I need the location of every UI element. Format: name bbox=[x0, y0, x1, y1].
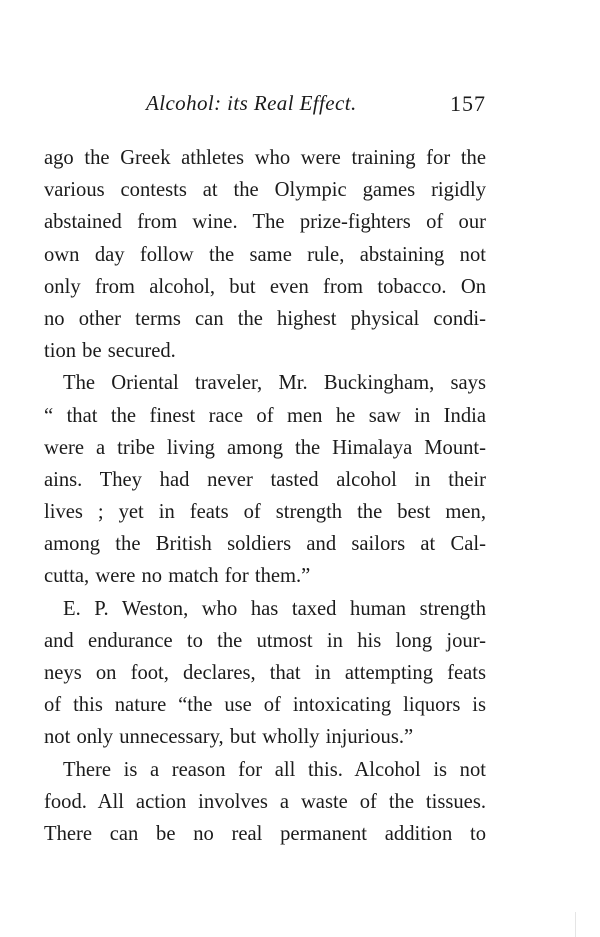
text-line: tion be secured. bbox=[44, 340, 176, 363]
text-line: “ that the finest race of men he saw in India bbox=[44, 404, 486, 427]
text-line: own day follow the same rule, abstaining not bbox=[44, 243, 486, 266]
text-line: only from alcohol, but even from tobacco. On bbox=[44, 275, 486, 298]
page-edge-mark bbox=[575, 912, 576, 937]
text-line: among the British soldiers and sailors at Cal- bbox=[44, 533, 486, 556]
paragraph bbox=[44, 754, 486, 851]
text-line: ago the Greek athletes who were training for the bbox=[44, 147, 486, 169]
text-line: There is a reason for all this. Alcohol is not bbox=[63, 758, 486, 781]
text-line: not only unnecessary, but wholly injurious.” bbox=[44, 726, 414, 749]
text-line: food. All action involves a waste of the tissues. bbox=[44, 790, 486, 813]
paragraph bbox=[44, 367, 486, 592]
text-line: various contests at the Olympic games rigidly bbox=[44, 179, 486, 202]
text-line: There can be no real permanent addition to bbox=[44, 822, 486, 845]
text-line: were a tribe living among the Himalaya Mount- bbox=[44, 436, 486, 459]
page-header bbox=[146, 91, 486, 121]
text-line: E. P. Weston, who has taxed human strength bbox=[63, 597, 486, 620]
text-line: The Oriental traveler, Mr. Buckingham, says bbox=[63, 372, 486, 395]
text-line: no other terms can the highest physical condi- bbox=[44, 307, 486, 330]
text-line: cutta, were no match for them.” bbox=[44, 565, 311, 588]
text-line: of this nature “the use of intoxicating liquors is bbox=[44, 694, 486, 717]
running-title: Alcohol: its Real Effect. bbox=[146, 91, 357, 115]
body-text bbox=[44, 142, 486, 850]
paragraph bbox=[44, 593, 486, 754]
text-line: and endurance to the utmost in his long jour- bbox=[44, 629, 486, 652]
page-number: 157 bbox=[450, 91, 486, 116]
text-line: ains. They had never tasted alcohol in their bbox=[44, 468, 486, 491]
paragraph bbox=[44, 142, 486, 367]
text-line: abstained from wine. The prize-fighters of our bbox=[44, 211, 486, 234]
text-line: lives ; yet in feats of strength the best men, bbox=[44, 501, 486, 524]
text-line: neys on foot, declares, that in attempting feats bbox=[44, 662, 486, 684]
